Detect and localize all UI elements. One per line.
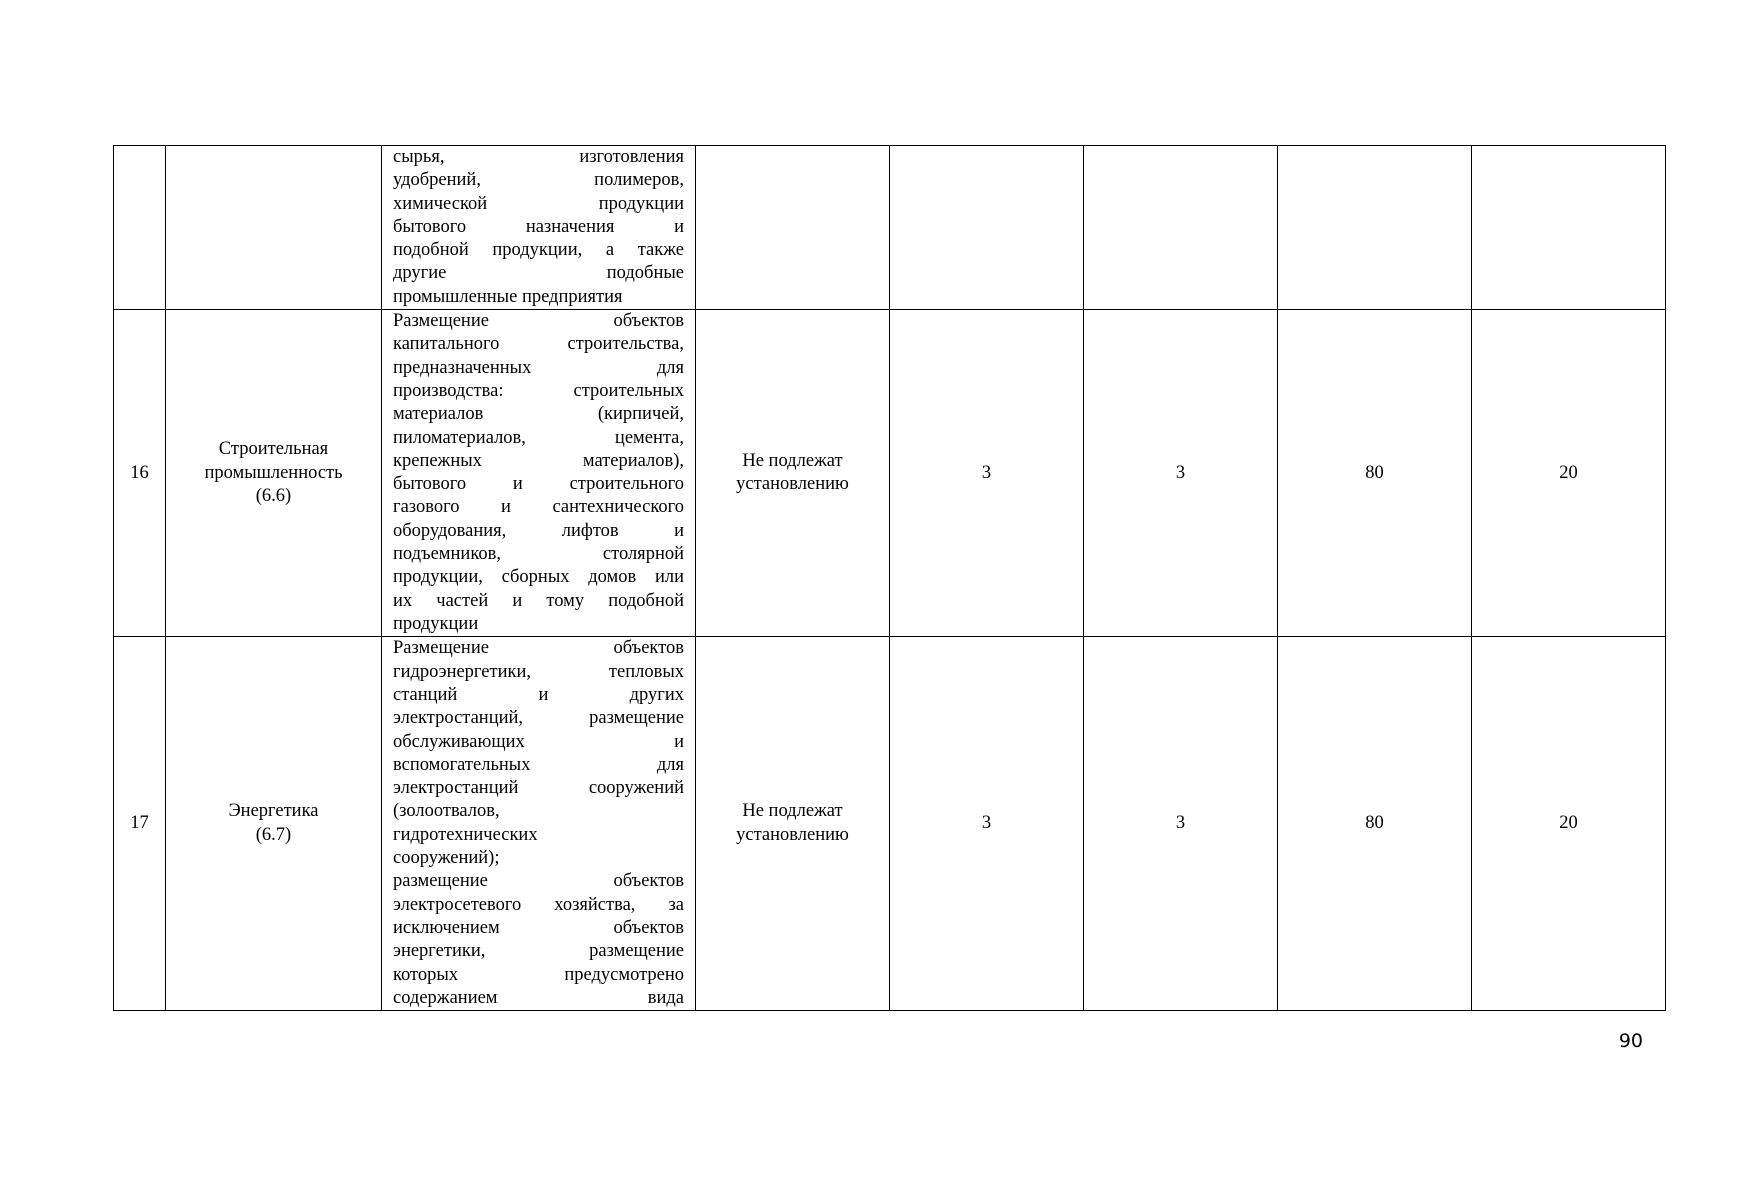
description-line: газового и сантехнического	[393, 497, 684, 518]
description-line: промышленные предприятия	[393, 286, 623, 307]
description-line: подобной продукции, а также	[393, 240, 684, 261]
description-line: оборудования, лифтов и	[393, 520, 684, 541]
max-height-cell	[696, 637, 890, 1011]
use-type-name-line: промышленность	[204, 462, 343, 483]
description-line: электростанций сооружений	[393, 778, 684, 799]
max-height-cell	[696, 310, 890, 637]
max-height-line: установлению	[736, 824, 849, 845]
description-line: их частей и тому подобной	[393, 590, 684, 611]
landscaping-cell: 20	[1472, 637, 1666, 1011]
table-row	[114, 146, 1666, 310]
description-line: предназначенных для	[393, 357, 684, 378]
description-line: содержанием вида	[393, 987, 684, 1008]
description-line: другие подобные	[393, 263, 684, 284]
max-height-line: Не подлежат	[742, 801, 843, 822]
max-area-cell	[1084, 146, 1278, 310]
description-line: производства: строительных	[393, 380, 684, 401]
use-type-name-line: Строительная	[218, 439, 329, 460]
use-type-code: (6.7)	[255, 824, 292, 845]
description-line: электросетевого хозяйства, за	[393, 894, 684, 915]
description-line: которых предусмотрено	[393, 964, 684, 985]
description-line: гидротехнических	[393, 824, 538, 845]
use-description	[382, 310, 696, 637]
description-line: обслуживающих и	[393, 731, 684, 752]
description-line: капитального строительства,	[393, 334, 684, 355]
table-row	[114, 637, 1666, 1011]
max-area-cell: 3	[1084, 637, 1278, 1011]
description-line: энергетики, размещение	[393, 941, 684, 962]
page-number: 90	[1618, 1030, 1643, 1052]
max-area-cell: 3	[1084, 310, 1278, 637]
description-line: продукции, сборных домов или	[393, 567, 684, 588]
zoning-table	[113, 145, 1666, 1011]
landscaping-cell: 20	[1472, 310, 1666, 637]
description-line: бытового и строительного	[393, 474, 684, 495]
max-height-cell	[696, 146, 890, 310]
description-line: (золоотвалов,	[393, 801, 500, 822]
description-line: электростанций, размещение	[393, 708, 684, 729]
row-number: 17	[114, 637, 166, 1011]
description-line: пиломатериалов, цемента,	[393, 427, 684, 448]
max-height-line: Не подлежат	[742, 450, 843, 471]
row-number: 16	[114, 310, 166, 637]
description-line: химической продукции	[393, 193, 684, 214]
description-line: вспомогательных для	[393, 754, 684, 775]
min-setback-cell: 3	[890, 310, 1084, 637]
description-line: Размещение объектов	[393, 638, 684, 659]
description-line: исключением объектов	[393, 917, 684, 938]
use-type-name-line: Энергетика	[228, 801, 319, 822]
min-setback-cell: 3	[890, 637, 1084, 1011]
max-height-line: установлению	[736, 474, 849, 495]
description-line: Размещение объектов	[393, 311, 684, 332]
coverage-cell: 80	[1278, 310, 1472, 637]
description-line: удобрений, полимеров,	[393, 170, 684, 191]
landscaping-cell	[1472, 146, 1666, 310]
description-line: сырья, изготовления	[393, 147, 684, 167]
description-line: крепежных материалов),	[393, 450, 684, 471]
description-line: станций и других	[393, 684, 684, 705]
use-type-name	[166, 146, 382, 310]
description-line: материалов (кирпичей,	[393, 404, 684, 425]
description-line: бытового назначения и	[393, 216, 684, 237]
description-line: продукции	[393, 613, 479, 634]
row-number	[114, 146, 166, 310]
description-line: гидроэнергетики, тепловых	[393, 661, 684, 682]
table-row	[114, 310, 1666, 637]
description-line: подъемников, столярной	[393, 544, 684, 565]
use-type-name	[166, 637, 382, 1011]
use-type-name	[166, 310, 382, 637]
use-type-code: (6.6)	[255, 485, 292, 506]
description-line: размещение объектов	[393, 871, 684, 892]
coverage-cell: 80	[1278, 637, 1472, 1011]
use-description	[382, 637, 696, 1011]
use-description	[382, 146, 696, 310]
min-setback-cell	[890, 146, 1084, 310]
description-line: сооружений);	[393, 848, 500, 869]
coverage-cell	[1278, 146, 1472, 310]
